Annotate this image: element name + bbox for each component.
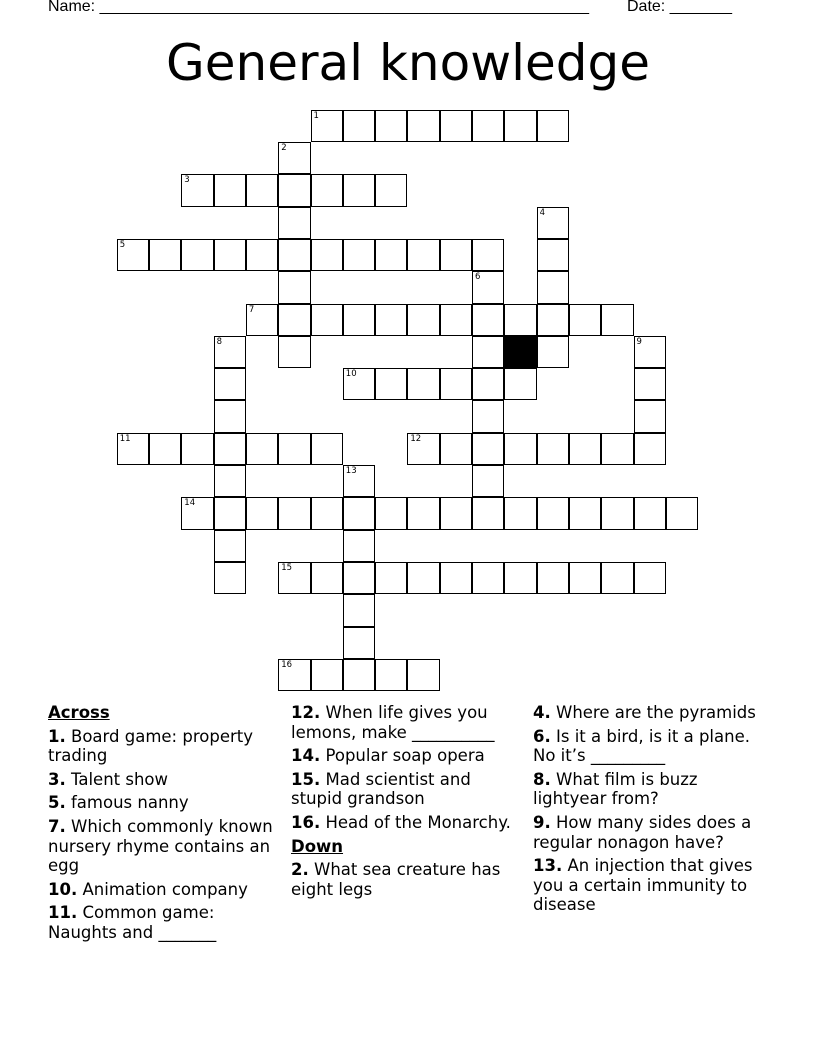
grid-cell[interactable] (472, 271, 504, 303)
clue-number: 3 (184, 175, 190, 186)
grid-cell[interactable] (375, 110, 407, 142)
grid-cell[interactable] (504, 497, 536, 529)
grid-cell[interactable] (246, 174, 278, 206)
grid-cell[interactable] (407, 110, 439, 142)
clue-down-2: 2. What sea creature has eight legs (291, 860, 501, 899)
grid-cell[interactable] (440, 368, 472, 400)
grid-cell[interactable] (569, 497, 601, 529)
clue-down-4: 4. Where are the pyramids (533, 703, 756, 722)
grid-cell[interactable] (343, 627, 375, 659)
grid-cell[interactable] (343, 497, 375, 529)
grid-cell[interactable] (181, 174, 213, 206)
grid-cell[interactable] (601, 304, 633, 336)
across-heading: Across (48, 703, 110, 722)
grid-cell[interactable] (537, 239, 569, 271)
grid-cell[interactable] (214, 530, 246, 562)
clue-number: 2 (281, 143, 287, 153)
black-square (504, 336, 536, 368)
grid-cell[interactable] (634, 336, 666, 368)
clue-down-6: 6. Is it a bird, is it a plane. No it’s _________ (533, 726, 750, 766)
grid-cell[interactable] (214, 465, 246, 497)
clue-across-12: 12. When life gives you lemons, make __________ (291, 703, 495, 742)
grid-cell[interactable] (504, 368, 536, 400)
grid-cell[interactable] (472, 562, 504, 594)
grid-cell[interactable] (246, 433, 278, 465)
grid-cell[interactable] (440, 110, 472, 142)
grid-cell[interactable] (343, 530, 375, 562)
grid-cell[interactable] (666, 497, 698, 529)
grid-cell[interactable] (311, 239, 343, 271)
clue-column-2 (291, 703, 526, 899)
clue-across-3: 3. Talent show (48, 769, 169, 789)
grid-cell[interactable] (472, 336, 504, 368)
grid-cell[interactable] (440, 239, 472, 271)
puzzle-title: General knowledge (166, 34, 650, 92)
grid-cell[interactable] (375, 659, 407, 691)
grid-cell[interactable] (407, 433, 439, 465)
grid-cell[interactable] (634, 433, 666, 465)
grid-cell[interactable] (278, 239, 310, 271)
grid-cell[interactable] (311, 110, 343, 142)
clue-across-11: 11. Common game: Naughts and _______ (48, 903, 217, 942)
grid-cell[interactable] (311, 497, 343, 529)
name-field[interactable]: Name: _______________________________________________________ (48, 0, 589, 15)
grid-cell[interactable] (537, 271, 569, 303)
grid-cell[interactable] (311, 433, 343, 465)
clue-number: 15 (281, 562, 293, 573)
grid-cell[interactable] (407, 368, 439, 400)
grid-cell[interactable] (343, 659, 375, 691)
grid-cell[interactable] (214, 400, 246, 432)
grid-cell[interactable] (472, 400, 504, 432)
grid-cell[interactable] (278, 562, 310, 594)
grid-cell[interactable] (117, 433, 149, 465)
grid-cell[interactable] (117, 239, 149, 271)
grid-cell[interactable] (472, 465, 504, 497)
grid-cell[interactable] (181, 433, 213, 465)
grid-cell[interactable] (343, 368, 375, 400)
grid-cell[interactable] (343, 594, 375, 626)
grid-cell[interactable] (472, 368, 504, 400)
grid-cell[interactable] (407, 497, 439, 529)
grid-cell[interactable] (407, 239, 439, 271)
grid-cell[interactable] (504, 562, 536, 594)
grid-cell[interactable] (537, 433, 569, 465)
grid-cell[interactable] (634, 400, 666, 432)
grid-cell[interactable] (375, 239, 407, 271)
grid-cell[interactable] (375, 174, 407, 206)
grid-cell[interactable] (440, 304, 472, 336)
grid-cell[interactable] (149, 433, 181, 465)
grid-cell[interactable] (440, 562, 472, 594)
grid-cell[interactable] (214, 336, 246, 368)
grid-cell[interactable] (214, 562, 246, 594)
grid-cell[interactable] (311, 304, 343, 336)
grid-cell[interactable] (278, 304, 310, 336)
grid-cell[interactable] (440, 433, 472, 465)
grid-cell[interactable] (214, 174, 246, 206)
grid-cell[interactable] (634, 368, 666, 400)
grid-cell[interactable] (472, 110, 504, 142)
grid-cell[interactable] (311, 659, 343, 691)
grid-cell[interactable] (634, 562, 666, 594)
grid-cell[interactable] (407, 304, 439, 336)
grid-cell[interactable] (343, 174, 375, 206)
grid-cell[interactable] (278, 336, 310, 368)
grid-cell[interactable] (278, 207, 310, 239)
grid-cell[interactable] (569, 433, 601, 465)
grid-cell[interactable] (472, 497, 504, 529)
clue-number: 10 (345, 369, 357, 380)
grid-cell[interactable] (537, 497, 569, 529)
grid-cell[interactable] (440, 497, 472, 529)
down-heading: Down (291, 836, 344, 856)
grid-cell[interactable] (537, 304, 569, 336)
grid-cell[interactable] (181, 497, 213, 529)
grid-cell[interactable] (311, 562, 343, 594)
clue-across-1: 1. Board game: property trading (48, 726, 253, 766)
grid-cell[interactable] (278, 433, 310, 465)
grid-cell[interactable] (343, 110, 375, 142)
grid-cell[interactable] (537, 110, 569, 142)
grid-cell[interactable] (375, 304, 407, 336)
grid-cell[interactable] (569, 562, 601, 594)
grid-cell[interactable] (343, 239, 375, 271)
grid-cell[interactable] (634, 497, 666, 529)
grid-cell[interactable] (375, 497, 407, 529)
clue-across-14: 14. Popular soap opera (291, 746, 485, 766)
grid-cell[interactable] (601, 497, 633, 529)
grid-cell[interactable] (472, 433, 504, 465)
clue-number: 12 (410, 433, 422, 444)
grid-cell[interactable] (375, 368, 407, 400)
grid-cell[interactable] (504, 110, 536, 142)
grid-cell[interactable] (407, 659, 439, 691)
grid-cell[interactable] (537, 336, 569, 368)
grid-cell[interactable] (214, 239, 246, 271)
grid-cell[interactable] (278, 659, 310, 691)
grid-cell[interactable] (375, 562, 407, 594)
grid-cell[interactable] (246, 497, 278, 529)
grid-cell[interactable] (569, 304, 601, 336)
grid-cell[interactable] (343, 562, 375, 594)
grid-cell[interactable] (246, 304, 278, 336)
clue-across-5: 5. famous nanny (48, 793, 189, 813)
grid-cell[interactable] (407, 562, 439, 594)
grid-cell[interactable] (214, 368, 246, 400)
grid-cell[interactable] (472, 239, 504, 271)
clue-number: 5 (119, 239, 126, 250)
clue-column-3 (533, 703, 763, 915)
grid-cell[interactable] (472, 304, 504, 336)
clue-column-1 (48, 703, 278, 943)
grid-cell[interactable] (278, 174, 310, 206)
grid-cell[interactable] (181, 239, 213, 271)
date-field[interactable]: Date: _______ (627, 0, 732, 15)
grid-cell[interactable] (278, 497, 310, 529)
grid-cell[interactable] (311, 174, 343, 206)
clue-down-8: 8. What film is buzz lightyear from? (533, 769, 698, 809)
clue-across-15: 15. Mad scientist and stupid grandson (291, 769, 471, 809)
grid-cell[interactable] (537, 562, 569, 594)
grid-cell[interactable] (149, 239, 181, 271)
clue-across-7: 7. Which commonly known nursery rhyme contains an egg (48, 816, 273, 876)
grid-cell[interactable] (278, 271, 310, 303)
grid-cell[interactable] (504, 304, 536, 336)
clue-number: 7 (248, 304, 255, 315)
clue-number: 14 (184, 498, 196, 509)
clue-across-16: 16. Head of the Monarchy. (291, 812, 511, 832)
grid-cell[interactable] (601, 562, 633, 594)
clue-down-13: 13. An injection that gives you a certain immunity to disease (533, 856, 753, 915)
grid-cell[interactable] (278, 142, 310, 174)
grid-cell[interactable] (214, 497, 246, 529)
grid-cell[interactable] (214, 433, 246, 465)
clue-number: 8 (216, 336, 223, 347)
clue-number: 13 (345, 466, 357, 476)
grid-cell[interactable] (504, 433, 536, 465)
grid-cell[interactable] (246, 239, 278, 271)
clue-number: 11 (119, 433, 131, 444)
clue-number: 9 (636, 336, 642, 347)
clue-down-9: 9. How many sides does a regular nonagon have? (533, 812, 752, 852)
clue-number: 6 (475, 272, 481, 283)
clue-across-10: 10. Animation company (48, 879, 248, 899)
clue-number: 16 (281, 659, 293, 670)
grid-cell[interactable] (343, 465, 375, 497)
grid-cell[interactable] (601, 433, 633, 465)
grid-cell[interactable] (343, 304, 375, 336)
clue-number: 4 (539, 207, 546, 218)
clue-number: 1 (313, 110, 319, 121)
grid-cell[interactable] (537, 207, 569, 239)
